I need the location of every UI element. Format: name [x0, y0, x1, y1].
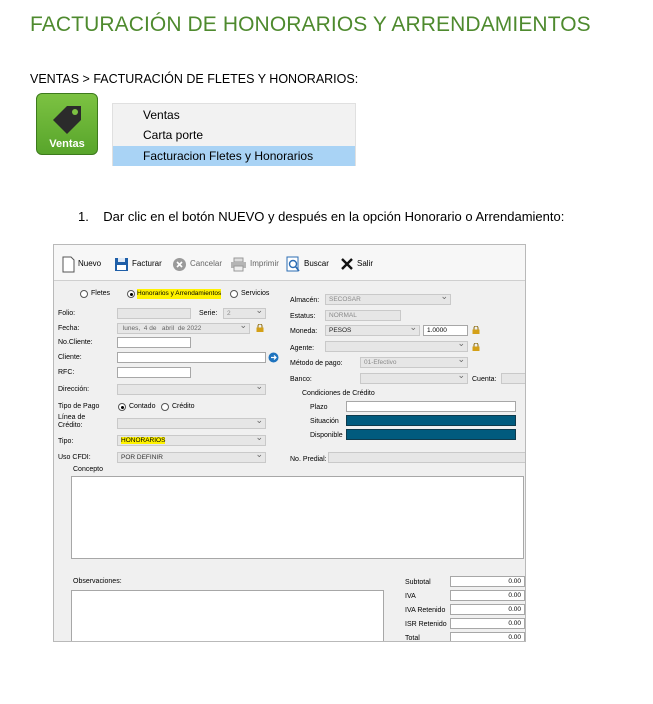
instruction-step	[78, 209, 564, 224]
disponible-label: Disponible	[310, 432, 343, 439]
printer-icon	[230, 257, 247, 272]
radio-honorarios[interactable]	[127, 290, 135, 298]
total-label: Total	[405, 635, 420, 642]
fecha-de1: de	[149, 325, 157, 332]
no-cliente-label: No.Cliente:	[58, 339, 93, 346]
rfc-label: RFC:	[58, 369, 75, 376]
tag-icon	[49, 102, 85, 138]
radio-contado-label: Contado	[129, 403, 156, 410]
metodo-pago-select[interactable]: 01-Efectivo ⌄	[360, 357, 468, 368]
credito-label: Crédito:	[58, 422, 83, 429]
ventas-menu	[112, 103, 356, 166]
new-document-icon	[62, 256, 75, 273]
close-icon	[340, 257, 354, 271]
rfc-input[interactable]	[117, 367, 191, 378]
radio-servicios-label: Servicios	[241, 290, 270, 297]
radio-honorarios-label: Honorarios y Arrendamientos	[137, 290, 222, 297]
cancelar-label: Cancelar	[190, 259, 223, 268]
subtotal-value: 0.00	[450, 576, 525, 587]
cuenta-label: Cuenta:	[472, 376, 497, 383]
menu-item-ventas[interactable]: Ventas	[143, 108, 180, 122]
plazo-label: Plazo	[310, 404, 328, 411]
cuenta-input[interactable]	[501, 373, 526, 384]
uso-cfdi-label: Uso CFDI:	[58, 454, 91, 461]
iva-retenido-value: 0.00	[450, 604, 525, 615]
direccion-select[interactable]	[117, 384, 266, 395]
agente-select[interactable]	[325, 341, 468, 352]
step-number: 1.	[78, 209, 89, 224]
buscar-button[interactable]	[286, 255, 329, 273]
iva-retenido-label: IVA Retenido	[405, 607, 446, 614]
moneda-select[interactable]: PESOS ⌄	[325, 325, 420, 336]
ventas-tile-label: Ventas	[49, 138, 85, 150]
almacen-label: Almacén:	[290, 297, 320, 304]
tipo-cambio-input[interactable]: 1.0000	[423, 325, 468, 336]
facturar-button[interactable]	[114, 255, 162, 273]
folio-label: Folio:	[58, 310, 76, 317]
cancel-icon	[172, 257, 187, 272]
linea-credito-select[interactable]	[117, 418, 266, 429]
tipo-value: HONORARIOS	[121, 437, 166, 444]
almacen-select[interactable]: SECOSAR ⌄	[325, 294, 451, 305]
toolbar	[54, 245, 525, 281]
fecha-picker[interactable]	[117, 323, 250, 334]
save-icon	[114, 257, 129, 272]
estatus-label: Estatus:	[290, 313, 316, 320]
situacion-label: Situación	[310, 418, 339, 425]
lock-icon[interactable]	[472, 343, 480, 351]
salir-label: Salir	[357, 259, 374, 268]
iva-label: IVA	[405, 593, 416, 600]
salir-button[interactable]	[340, 255, 373, 273]
moneda-label: Moneda:	[290, 328, 318, 335]
fecha-label: Fecha:	[58, 325, 80, 332]
cancelar-button[interactable]	[172, 255, 222, 273]
document-title: FACTURACIÓN DE HONORARIOS Y ARRENDAMIENTOS	[30, 13, 591, 36]
direccion-label: Dirección:	[58, 386, 90, 393]
tipo-documento-group	[70, 288, 270, 302]
isr-retenido-label: ISR Retenido	[405, 621, 447, 628]
banco-label: Banco:	[290, 376, 312, 383]
radio-contado[interactable]	[118, 403, 126, 411]
condiciones-credito-label: Condiciones de Crédito	[302, 390, 375, 397]
buscar-label: Buscar	[304, 259, 329, 268]
arrow-right-icon[interactable]	[268, 352, 279, 363]
observaciones-label: Observaciones:	[73, 578, 122, 585]
fecha-day-name: lunes	[122, 325, 139, 332]
tipo-label: Tipo:	[58, 438, 74, 445]
concepto-label: Concepto	[73, 466, 103, 473]
menu-item-carta-porte[interactable]: Carta porte	[143, 128, 204, 142]
imprimir-label: Imprimir	[250, 259, 279, 268]
plazo-input	[346, 401, 516, 412]
radio-fletes[interactable]	[80, 290, 88, 298]
agente-label: Agente:	[290, 345, 315, 352]
facturacion-window	[53, 244, 526, 642]
lock-icon[interactable]	[472, 326, 480, 334]
banco-select[interactable]	[360, 373, 468, 384]
metodo-pago-label: Método de pago:	[290, 360, 343, 367]
subtotal-label: Subtotal	[405, 579, 431, 586]
no-predial-label: No. Predial:	[290, 456, 327, 463]
folio-input[interactable]	[117, 308, 191, 319]
fecha-month: abril	[161, 325, 175, 332]
serie-select[interactable]: 2 ⌄	[223, 308, 266, 319]
step-text: Dar clic en el botón NUEVO y después en la opción Honorario o Arrendamiento:	[103, 209, 565, 224]
nuevo-button[interactable]	[62, 255, 101, 273]
isr-retenido-value: 0.00	[450, 618, 525, 629]
nuevo-label: Nuevo	[78, 259, 102, 268]
total-value: 0.00	[450, 632, 525, 642]
tipo-pago-label: Tipo de Pago	[58, 403, 100, 410]
search-icon	[286, 256, 301, 273]
tipo-select[interactable]	[117, 435, 266, 446]
estatus-input[interactable]: NORMAL	[325, 310, 401, 321]
no-cliente-input[interactable]	[117, 337, 191, 348]
imprimir-button[interactable]	[230, 255, 279, 273]
menu-item-facturacion-fletes-honorarios[interactable]: Facturacion Fletes y Honorarios	[113, 146, 355, 166]
lock-icon[interactable]	[256, 324, 264, 332]
radio-servicios[interactable]	[230, 290, 238, 298]
concepto-textarea[interactable]	[71, 476, 524, 559]
cliente-input[interactable]	[117, 352, 266, 363]
iva-value: 0.00	[450, 590, 525, 601]
no-predial-input[interactable]	[328, 452, 526, 463]
observaciones-textarea[interactable]	[71, 590, 384, 642]
ventas-module-tile[interactable]	[36, 93, 98, 155]
fecha-day: 4	[143, 325, 148, 332]
serie-label: Serie:	[199, 310, 218, 317]
fecha-de2: de	[177, 325, 186, 332]
radio-fletes-label: Fletes	[91, 290, 111, 297]
situacion-bar	[346, 415, 516, 426]
radio-credito[interactable]	[161, 403, 169, 411]
fecha-year: 2022	[186, 325, 202, 332]
breadcrumb: VENTAS > FACTURACIÓN DE FLETES Y HONORARIOS:	[30, 72, 359, 86]
linea-label: Línea de	[58, 414, 86, 421]
cliente-label: Cliente:	[58, 354, 82, 361]
facturar-label: Facturar	[132, 259, 162, 268]
fecha-sep: ,	[138, 325, 141, 332]
uso-cfdi-select[interactable]: POR DEFINIR ⌄	[117, 452, 266, 463]
radio-credito-label: Crédito	[172, 403, 195, 410]
disponible-bar	[346, 429, 516, 440]
